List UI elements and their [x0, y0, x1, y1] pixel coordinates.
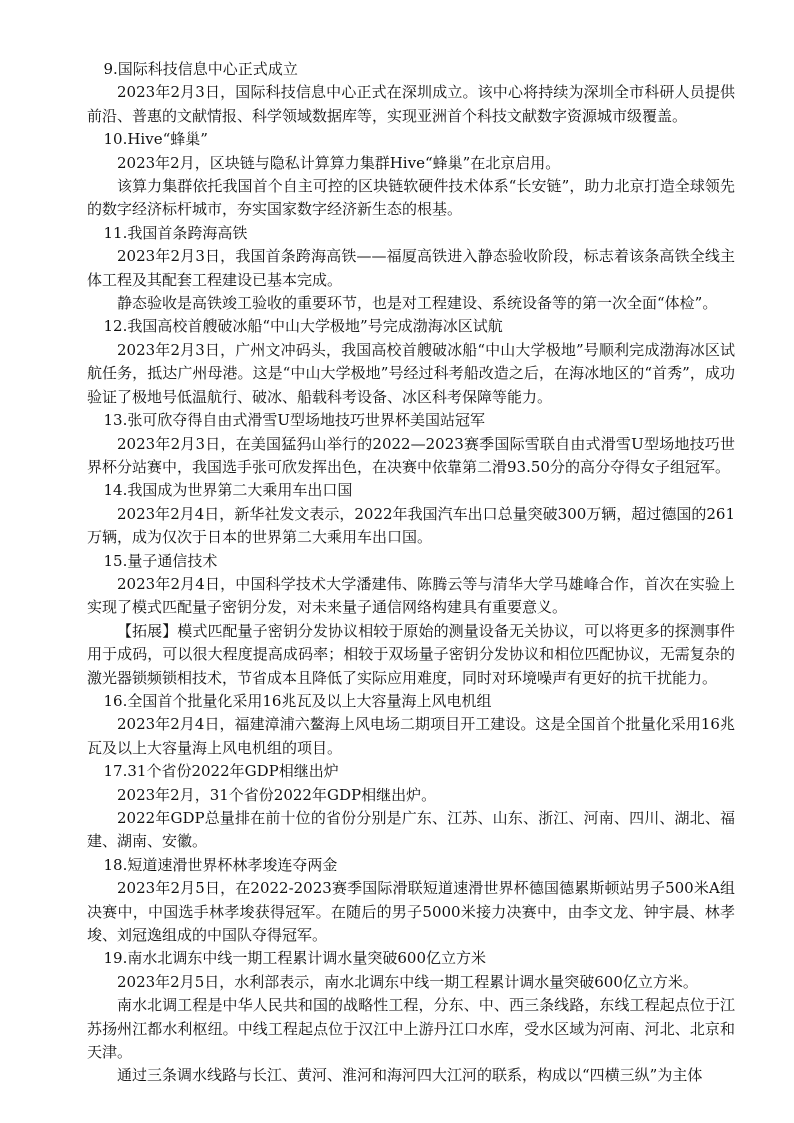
paragraph: 2023年2月4日，新华社发文表示，2022年我国汽车出口总量突破300万辆，超过德国的261万辆，成为仅次于日本的世界第二大乘用车出口国。 — [87, 504, 735, 547]
heading-13: 13.张可欣夺得自由式滑雪U型场地技巧世界杯美国站冠军 — [103, 411, 485, 430]
paragraph: 南水北调工程是中华人民共和国的战略性工程，分东、中、西三条线路，东线工程起点位于江苏扬州江都水利枢纽。中线工程起点位于汉江中上游丹江口水库，受水区域为河南、河北、北京和天津。 — [87, 996, 735, 1062]
heading-9: 9.国际科技信息中心正式成立 — [103, 60, 298, 78]
heading-12: 12.我国高校首艘破冰船“中山大学极地”号完成渤海冰区试航 — [103, 317, 503, 336]
paragraph: 2023年2月，区块链与隐私计算算力集群Hive“蜂巢”在北京启用。 — [117, 153, 561, 172]
heading-19: 19.南水北调东中线一期工程累计调水量突破600亿立方米 — [103, 949, 486, 968]
paragraph: 2023年2月3日，广州文冲码头，我国高校首艘破冰船“中山大学极地”号顺利完成渤海冰区试航任务，抵达广州母港。这是“中山大学极地”号经过科考船改造之后，在海冰地区的“首秀”，成功验证了极地号低温航行、破冰、船载科考设备、冰区科考保障等能力。 — [87, 340, 735, 406]
heading-10: 10.Hive“蜂巢” — [103, 130, 208, 149]
paragraph: 静态验收是高铁竣工验收的重要环节，也是对工程建设、系统设备等的第一次全面“体检”。 — [117, 294, 718, 313]
paragraph: 2023年2月3日，我国首条跨海高铁——福厦高铁进入静态验收阶段，标志着该条高铁全线主体工程及其配套工程建设已基本完成。 — [87, 247, 735, 289]
paragraph: 该算力集群依托我国首个自主可控的区块链软硬件技术体系“长安链”，助力北京打造全球领先的数字经济标杆城市，夯实国家数字经济新生态的根基。 — [87, 177, 735, 219]
paragraph: 2023年2月3日，国际科技信息中心正式在深圳成立。该中心将持续为深圳全市科研人员提供前沿、普惠的文献情报、科学领域数据库等，实现亚洲首个科技文献数字资源城市级覆盖。 — [87, 83, 735, 125]
paragraph: 2022年GDP总量排在前十位的省份分别是广东、江苏、山东、浙江、河南、四川、湖北、福建、湖南、安徽。 — [87, 809, 735, 851]
paragraph: 通过三条调水线路与长江、黄河、淮河和海河四大江河的联系，构成以“四横三纵”为主体 — [117, 1066, 703, 1085]
document-body — [87, 58, 735, 1088]
paragraph: 2023年2月5日，水利部表示，南水北调东中线一期工程累计调水量突破600亿立方米。 — [117, 972, 698, 991]
paragraph: 2023年2月5日，在2022-2023赛季国际滑联短道速滑世界杯德国德累斯顿站男子500米A组决赛中，中国选手林孝埈获得冠军。在随后的男子5000米接力决赛中，由李文龙、钟宇晨、林孝埈、刘冠逸组成的中国队夺得冠军。 — [87, 879, 735, 945]
paragraph: 2023年2月4日，中国科学技术大学潘建伟、陈腾云等与清华大学马雄峰合作，首次在实验上实现了模式匹配量子密钥分发，对未来量子通信网络构建具有重要意义。 — [87, 574, 735, 617]
heading-17: 17.31个省份2022年GDP相继出炉 — [103, 762, 339, 781]
heading-16: 16.全国首个批量化采用16兆瓦及以上大容量海上风电机组 — [103, 691, 492, 710]
expansion-paragraph: 【拓展】模式匹配量子密钥分发协议相较于原始的测量设备无关协议，可以将更多的探测事件用于成码，可以很大程度提高成码率；相较于双场量子密钥分发协议和相位匹配协议，无需复杂的激光器锁频锁相技术，节省成本且降低了实际应用难度，同时对环境噪声有更好的抗干扰能力。 — [87, 621, 735, 687]
heading-18: 18.短道速滑世界杯林孝埈连夺两金 — [103, 855, 338, 874]
heading-11: 11.我国首条跨海高铁 — [103, 223, 248, 242]
paragraph: 2023年2月，31个省份2022年GDP相继出炉。 — [117, 785, 437, 804]
heading-15: 15.量子通信技术 — [103, 551, 218, 570]
heading-14: 14.我国成为世界第二大乘用车出口国 — [103, 481, 353, 500]
paragraph: 2023年2月4日，福建漳浦六鳌海上风电场二期项目开工建设。这是全国首个批量化采用16兆瓦及以上大容量海上风电机组的项目。 — [87, 715, 735, 757]
paragraph: 2023年2月3日，在美国猛犸山举行的2022—2023赛季国际雪联自由式滑雪U型场地技巧世界杯分站赛中，我国选手张可欣发挥出色，在决赛中依靠第二滑93.50分的高分夺得女子组冠军。 — [87, 434, 735, 476]
